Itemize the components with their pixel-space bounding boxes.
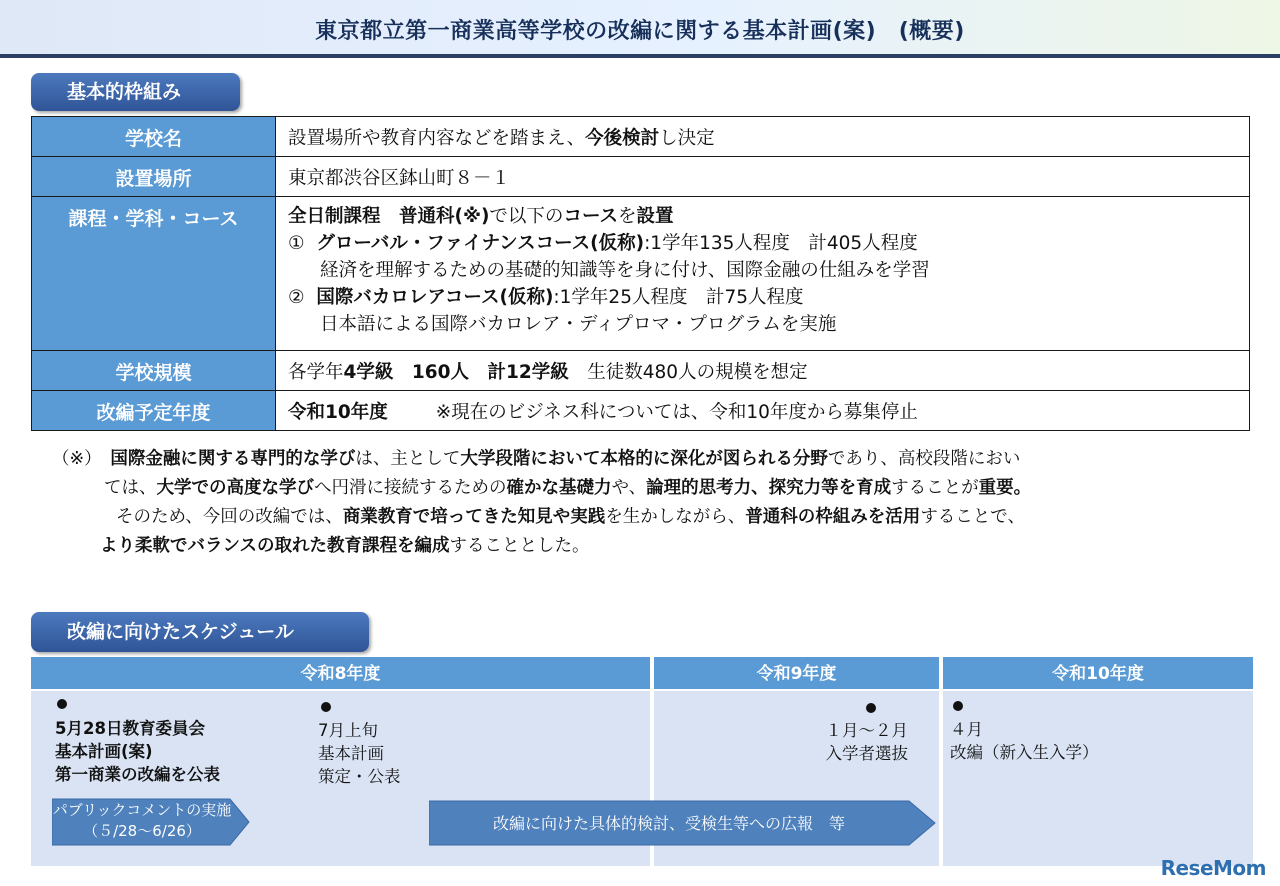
footnote-paragraph [52,445,1257,561]
event-board-meeting: 5月28日教育委員会 基本計画(案) 第一商業の改編を公表 [55,719,220,784]
section-heading-schedule: 改編に向けたスケジュール [31,612,369,652]
year-header-r9: 令和9年度 [654,657,939,689]
row-value: 令和10年度 ※現在のビジネス科については、令和10年度から募集停止 [276,391,1250,431]
section-heading-framework: 基本的枠組み [31,73,240,111]
note-line: ては、大学での高度な学びへ円滑に接続するための確かな基礎力や、論理的思考力、探究力等を育成することが重要。 [104,478,1032,498]
title-underline [0,54,1280,58]
event-reorganization: ４月 改編（新入生入学） [950,720,1099,762]
note-line: そのため、今回の改編では、商業教育で培ってきた知見や実践を生かしながら、普通科の枠組みを活用することで、 [116,507,1025,527]
review-pr-label: 改編に向けた具体的検討、受検生等への広報 等 [492,814,845,833]
table-row [32,197,1250,351]
row-label: 設置場所 [32,157,276,197]
row-value: 設置場所や教育内容などを踏まえ、今後検討し決定 [276,117,1250,157]
event-plan-finalized: 7月上旬 基本計画 策定・公表 [318,721,401,786]
year-header-r10: 令和10年度 [943,657,1253,689]
row-label: 改編予定年度 [32,391,276,431]
page-title: 東京都立第一商業高等学校の改編に関する基本計画(案) (概要) [315,19,965,44]
year-header-r8: 令和8年度 [31,657,650,689]
resemom-logo: ReseMom [1160,856,1266,880]
framework-table [31,116,1250,431]
timeline-dot [321,702,331,712]
title-bar [0,0,1280,58]
table-row [32,351,1250,391]
row-label: 課程・学科・コース [32,197,276,351]
table-row [32,117,1250,157]
table-row [32,391,1250,431]
timeline-dot [953,701,963,711]
public-comment-label: パブリックコメントの実施 （５/28～6/26） [52,801,232,840]
table-row [32,157,1250,197]
row-value: 各学年4学級 160人 計12学級 生徒数480人の規模を想定 [276,351,1250,391]
note-line: より柔軟でバランスの取れた教育課程を編成することとした。 [100,536,590,556]
note-line: （※） 国際金融に関する専門的な学びは、主として大学段階において本格的に深化が図られる分野であり、高校段階におい [52,449,1021,469]
timeline-dot [57,699,67,709]
row-value: 東京都渋谷区鉢山町８－１ [276,157,1250,197]
row-value: 全日制課程 普通科(※)で以下のコースを設置 ① グローバル・ファイナンスコース(仮称):1学年135人程度 計405人程度 経済を理解するための基礎的知識等を身に付け、国際金融の仕組みを学習 ② 国際バカロレアコース(仮称):1学年25人程度 計75人程度 日本語による国際バカロレア・ディプロマ・プログラムを実施 [276,197,1250,351]
row-label: 学校規模 [32,351,276,391]
event-entrance-exam: １月～２月 入学者選抜 [825,721,908,763]
row-label: 学校名 [32,117,276,157]
timeline-dot [866,703,876,713]
